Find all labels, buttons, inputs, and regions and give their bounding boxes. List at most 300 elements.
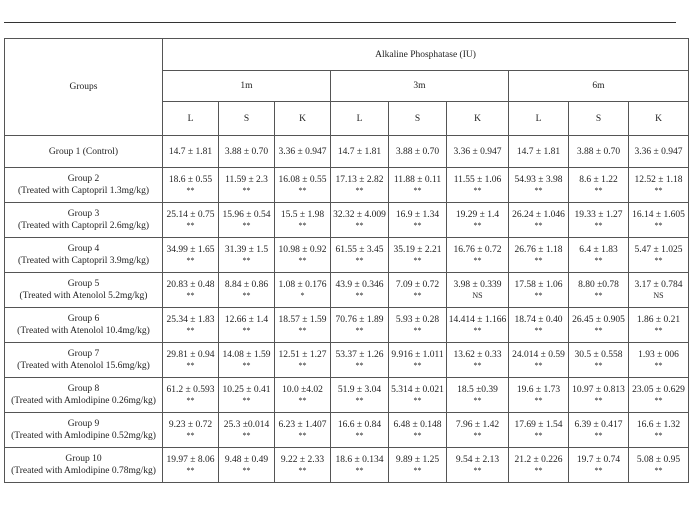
group-cell	[5, 413, 163, 448]
value-cell	[569, 343, 629, 378]
mean-sd-value: 5.08 ± 0.95	[636, 455, 681, 465]
value-cell	[447, 273, 509, 308]
mean-sd-value: 14.7 ± 1.81	[516, 146, 561, 157]
group-cell	[5, 448, 163, 483]
group-cell	[5, 273, 163, 308]
mean-sd-value: 16.6 ± 1.32	[636, 420, 681, 430]
mean-sd-value: 17.69 ± 1.54	[514, 420, 563, 430]
value-cell	[447, 448, 509, 483]
significance-marker: **	[355, 466, 364, 475]
subcol-header: S	[389, 102, 447, 136]
mean-sd-value: 8.80 ±0.78	[578, 280, 619, 290]
table-row	[5, 308, 689, 343]
group-treatment: (Treated with Captopril 2.6mg/kg)	[17, 221, 150, 231]
value-cell	[275, 308, 331, 343]
significance-marker: **	[298, 361, 307, 370]
top-rule	[4, 22, 676, 23]
significance-marker: **	[413, 186, 422, 195]
mean-sd-value: 12.66 ± 1.4	[224, 315, 269, 325]
value-cell	[447, 136, 509, 168]
period-header-3m: 3m	[331, 71, 509, 102]
group-name: Group 6	[67, 314, 100, 324]
group-treatment: (Treated with Amlodipine 0.52mg/kg)	[11, 431, 156, 441]
mean-sd-value: 20.83 ± 0.48	[166, 280, 215, 290]
mean-sd-value: 18.57 ± 1.59	[278, 315, 327, 325]
group-cell	[5, 136, 163, 168]
significance-marker: **	[355, 291, 364, 300]
significance-marker: **	[654, 431, 663, 440]
significance-marker: **	[298, 221, 307, 230]
mean-sd-value: 18.6 ± 0.55	[168, 175, 213, 185]
value-cell	[275, 136, 331, 168]
value-cell	[275, 448, 331, 483]
mean-sd-value: 35.19 ± 2.21	[393, 245, 442, 255]
mean-sd-value: 3.36 ± 0.947	[453, 146, 502, 157]
significance-marker: **	[534, 256, 543, 265]
significance-marker: **	[534, 361, 543, 370]
group-treatment: (Treated with Atenolol 15.6mg/kg)	[17, 361, 150, 371]
value-cell	[509, 273, 569, 308]
groups-header: Groups	[5, 39, 163, 136]
significance-marker: **	[534, 221, 543, 230]
value-cell	[275, 238, 331, 273]
value-cell	[509, 448, 569, 483]
value-cell	[331, 168, 389, 203]
group-name: Group 4	[67, 244, 100, 254]
mean-sd-value: 13.62 ± 0.33	[453, 350, 502, 360]
value-cell	[389, 203, 447, 238]
subcol-header: L	[331, 102, 389, 136]
group-cell	[5, 343, 163, 378]
mean-sd-value: 19.29 ± 1.4	[455, 210, 500, 220]
value-cell	[629, 378, 689, 413]
mean-sd-value: 3.98 ± 0.339	[453, 280, 502, 290]
significance-marker: **	[473, 186, 482, 195]
mean-sd-value: 14.7 ± 1.81	[337, 146, 382, 157]
significance-marker: **	[534, 326, 543, 335]
table-row	[5, 203, 689, 238]
mean-sd-value: 25.3 ±0.014	[223, 420, 270, 430]
mean-sd-value: 18.74 ± 0.40	[514, 315, 563, 325]
mean-sd-value: 11.59 ± 2.3	[225, 175, 268, 185]
value-cell	[389, 273, 447, 308]
value-cell	[569, 168, 629, 203]
value-cell	[629, 413, 689, 448]
mean-sd-value: 9.23 ± 0.72	[168, 420, 213, 430]
mean-sd-value: 16.14 ± 1.605	[632, 210, 685, 220]
significance-marker: **	[355, 186, 364, 195]
mean-sd-value: 7.09 ± 0.72	[395, 280, 440, 290]
mean-sd-value: 61.55 ± 3.45	[335, 245, 384, 255]
significance-marker: **	[186, 291, 195, 300]
significance-marker: **	[186, 396, 195, 405]
value-cell	[219, 448, 275, 483]
value-cell	[629, 203, 689, 238]
value-cell	[219, 168, 275, 203]
value-cell	[569, 136, 629, 168]
value-cell	[219, 273, 275, 308]
mean-sd-value: 17.58 ± 1.06	[514, 280, 563, 290]
table-row	[5, 413, 689, 448]
mean-sd-value: 9.54 ± 2.13	[455, 455, 500, 465]
value-cell	[509, 238, 569, 273]
significance-marker: **	[242, 361, 251, 370]
significance-marker: **	[242, 256, 251, 265]
value-cell	[569, 203, 629, 238]
mean-sd-value: 10.98 ± 0.92	[278, 245, 327, 255]
mean-sd-value: 8.6 ± 1.22	[579, 175, 618, 185]
group-name: Group 9	[67, 419, 100, 429]
mean-sd-value: 54.93 ± 3.98	[514, 175, 563, 185]
significance-marker: **	[186, 186, 195, 195]
subcol-header: L	[163, 102, 219, 136]
group-treatment: (Treated with Atenolol 10.4mg/kg)	[17, 326, 150, 336]
value-cell	[629, 136, 689, 168]
mean-sd-value: 5.314 ± 0.021	[391, 385, 444, 395]
value-cell	[509, 136, 569, 168]
group-name: Group 7	[67, 349, 100, 359]
value-cell	[275, 343, 331, 378]
mean-sd-value: 6.4 ± 1.83	[579, 245, 618, 255]
table-body	[5, 136, 689, 483]
significance-marker: **	[654, 256, 663, 265]
significance-marker: **	[242, 431, 251, 440]
significance-marker: **	[355, 221, 364, 230]
mean-sd-value: 18.6 ± 0.134	[335, 455, 384, 465]
value-cell	[275, 203, 331, 238]
significance-marker: **	[473, 431, 482, 440]
significance-marker: **	[242, 221, 251, 230]
value-cell	[629, 168, 689, 203]
value-cell	[389, 378, 447, 413]
value-cell	[447, 378, 509, 413]
measure-header: Alkaline Phosphatase (IU)	[163, 39, 689, 71]
mean-sd-value: 1.08 ± 0.176	[278, 280, 327, 290]
significance-marker: **	[594, 221, 603, 230]
value-cell	[569, 448, 629, 483]
value-cell	[331, 343, 389, 378]
significance-marker: **	[473, 361, 482, 370]
significance-marker: **	[473, 221, 482, 230]
mean-sd-value: 6.48 ± 0.148	[393, 420, 442, 430]
mean-sd-value: 9.89 ± 1.25	[395, 455, 440, 465]
significance-marker: **	[242, 326, 251, 335]
mean-sd-value: 11.88 ± 0.11	[393, 175, 442, 185]
value-cell	[163, 203, 219, 238]
value-cell	[509, 378, 569, 413]
mean-sd-value: 19.97 ± 8.06	[166, 455, 215, 465]
significance-marker: **	[594, 326, 603, 335]
significance-marker: **	[413, 256, 422, 265]
group-name: Group 8	[67, 384, 100, 394]
significance-marker: **	[413, 221, 422, 230]
significance-marker: **	[473, 466, 482, 475]
value-cell	[569, 238, 629, 273]
value-cell	[163, 378, 219, 413]
mean-sd-value: 70.76 ± 1.89	[335, 315, 384, 325]
value-cell	[219, 413, 275, 448]
significance-marker: **	[355, 431, 364, 440]
alkaline-phosphatase-table	[4, 38, 689, 483]
mean-sd-value: 6.39 ± 0.417	[574, 420, 623, 430]
value-cell	[331, 136, 389, 168]
value-cell	[219, 136, 275, 168]
value-cell	[163, 168, 219, 203]
significance-marker: **	[242, 186, 251, 195]
value-cell	[569, 273, 629, 308]
mean-sd-value: 16.76 ± 0.72	[453, 245, 502, 255]
mean-sd-value: 3.17 ± 0.784	[634, 280, 683, 290]
value-cell	[163, 273, 219, 308]
mean-sd-value: 12.51 ± 1.27	[278, 350, 327, 360]
mean-sd-value: 3.36 ± 0.947	[634, 146, 683, 157]
significance-marker: **	[242, 291, 251, 300]
group-treatment: (Treated with Amlodipine 0.26mg/kg)	[11, 396, 156, 406]
mean-sd-value: 11.55 ± 1.06	[453, 175, 502, 185]
mean-sd-value: 10.97 ± 0.813	[572, 385, 625, 395]
period-header-6m: 6m	[509, 71, 689, 102]
value-cell	[219, 343, 275, 378]
group-cell	[5, 238, 163, 273]
mean-sd-value: 10.0 ±4.02	[282, 385, 323, 395]
value-cell	[331, 203, 389, 238]
mean-sd-value: 21.2 ± 0.226	[514, 455, 563, 465]
subcol-header: K	[629, 102, 689, 136]
significance-marker: **	[594, 361, 603, 370]
table-row	[5, 238, 689, 273]
value-cell	[629, 308, 689, 343]
significance-marker: **	[473, 326, 482, 335]
subcol-header: L	[509, 102, 569, 136]
mean-sd-value: 17.13 ± 2.82	[335, 175, 384, 185]
mean-sd-value: 3.36 ± 0.947	[278, 146, 327, 157]
value-cell	[219, 203, 275, 238]
value-cell	[163, 136, 219, 168]
significance-marker: NS	[653, 291, 664, 300]
significance-marker: **	[654, 221, 663, 230]
value-cell	[389, 238, 447, 273]
mean-sd-value: 16.08 ± 0.55	[278, 175, 327, 185]
mean-sd-value: 25.34 ± 1.83	[166, 315, 215, 325]
table-row	[5, 136, 689, 168]
mean-sd-value: 43.9 ± 0.346	[335, 280, 384, 290]
mean-sd-value: 51.9 ± 3.04	[337, 385, 382, 395]
significance-marker: **	[534, 466, 543, 475]
group-cell	[5, 308, 163, 343]
mean-sd-value: 19.33 ± 1.27	[574, 210, 623, 220]
mean-sd-value: 19.6 ± 1.73	[516, 385, 561, 395]
significance-marker: **	[242, 396, 251, 405]
value-cell	[163, 448, 219, 483]
mean-sd-value: 29.81 ± 0.94	[166, 350, 215, 360]
mean-sd-value: 12.52 ± 1.18	[634, 175, 683, 185]
significance-marker: **	[186, 221, 195, 230]
value-cell	[275, 168, 331, 203]
value-cell	[389, 136, 447, 168]
mean-sd-value: 1.93 ± 006	[638, 350, 679, 360]
value-cell	[275, 413, 331, 448]
group-cell	[5, 203, 163, 238]
significance-marker: **	[298, 186, 307, 195]
mean-sd-value: 14.7 ± 1.81	[168, 146, 213, 157]
significance-marker: **	[413, 361, 422, 370]
significance-marker: **	[594, 396, 603, 405]
group-name: Group 3	[67, 209, 100, 219]
significance-marker: **	[654, 361, 663, 370]
mean-sd-value: 9.916 ± 1.011	[391, 350, 444, 360]
mean-sd-value: 3.88 ± 0.70	[224, 146, 269, 157]
mean-sd-value: 5.93 ± 0.28	[395, 315, 440, 325]
significance-marker: **	[298, 466, 307, 475]
value-cell	[331, 448, 389, 483]
subcol-header: K	[275, 102, 331, 136]
significance-marker: **	[242, 466, 251, 475]
significance-marker: **	[186, 466, 195, 475]
value-cell	[163, 308, 219, 343]
value-cell	[389, 448, 447, 483]
significance-marker: **	[355, 396, 364, 405]
significance-marker: **	[298, 256, 307, 265]
group-name: Group 5	[67, 279, 100, 289]
significance-marker: **	[473, 256, 482, 265]
mean-sd-value: 10.25 ± 0.41	[222, 385, 271, 395]
significance-marker: **	[186, 326, 195, 335]
value-cell	[509, 413, 569, 448]
group-name: Group 2	[67, 174, 100, 184]
value-cell	[331, 378, 389, 413]
value-cell	[389, 308, 447, 343]
significance-marker: **	[413, 431, 422, 440]
significance-marker: **	[413, 291, 422, 300]
significance-marker: **	[654, 326, 663, 335]
value-cell	[447, 168, 509, 203]
mean-sd-value: 9.48 ± 0.49	[224, 455, 269, 465]
significance-marker: NS	[472, 291, 483, 300]
significance-marker: **	[355, 256, 364, 265]
value-cell	[331, 238, 389, 273]
group-cell	[5, 168, 163, 203]
mean-sd-value: 8.84 ± 0.86	[224, 280, 269, 290]
value-cell	[509, 203, 569, 238]
mean-sd-value: 6.23 ± 1.407	[278, 420, 327, 430]
mean-sd-value: 16.6 ± 0.84	[337, 420, 382, 430]
group-treatment: (Treated with Amlodipine 0.78mg/kg)	[11, 466, 156, 476]
value-cell	[275, 378, 331, 413]
significance-marker: **	[534, 186, 543, 195]
significance-marker: **	[298, 326, 307, 335]
value-cell	[389, 413, 447, 448]
mean-sd-value: 26.76 ± 1.18	[514, 245, 563, 255]
significance-marker: **	[534, 291, 543, 300]
significance-marker: **	[473, 396, 482, 405]
significance-marker: **	[594, 431, 603, 440]
mean-sd-value: 32.32 ± 4.009	[333, 210, 386, 220]
group-name: Group 10	[65, 454, 102, 464]
mean-sd-value: 53.37 ± 1.26	[335, 350, 384, 360]
value-cell	[509, 343, 569, 378]
significance-marker: **	[298, 431, 307, 440]
group-treatment: (Treated with Captopril 3.9mg/kg)	[17, 256, 150, 266]
value-cell	[163, 343, 219, 378]
value-cell	[163, 238, 219, 273]
group-cell	[5, 378, 163, 413]
mean-sd-value: 26.24 ± 1.046	[512, 210, 565, 220]
significance-marker: **	[654, 396, 663, 405]
mean-sd-value: 16.9 ± 1.34	[395, 210, 440, 220]
significance-marker: **	[413, 466, 422, 475]
significance-marker: **	[355, 361, 364, 370]
significance-marker: **	[413, 396, 422, 405]
significance-marker: **	[355, 326, 364, 335]
group-treatment: (Treated with Captopril 1.3mg/kg)	[17, 186, 150, 196]
mean-sd-value: 25.14 ± 0.75	[166, 210, 215, 220]
subcol-header: S	[569, 102, 629, 136]
mean-sd-value: 3.88 ± 0.70	[395, 146, 440, 157]
significance-marker: **	[413, 326, 422, 335]
mean-sd-value: 7.96 ± 1.42	[455, 420, 500, 430]
mean-sd-value: 15.96 ± 0.54	[222, 210, 271, 220]
value-cell	[163, 413, 219, 448]
significance-marker: **	[186, 431, 195, 440]
table-row	[5, 378, 689, 413]
subcol-header: K	[447, 102, 509, 136]
mean-sd-value: 15.5 ± 1.98	[280, 210, 325, 220]
value-cell	[219, 238, 275, 273]
mean-sd-value: 1.86 ± 0.21	[636, 315, 681, 325]
significance-marker: **	[186, 361, 195, 370]
value-cell	[447, 203, 509, 238]
value-cell	[389, 168, 447, 203]
table-row	[5, 273, 689, 308]
mean-sd-value: 9.22 ± 2.33	[280, 455, 325, 465]
significance-marker: **	[298, 396, 307, 405]
significance-marker: **	[594, 291, 603, 300]
significance-marker: **	[594, 186, 603, 195]
value-cell	[569, 378, 629, 413]
group-treatment: (Treated with Atenolol 5.2mg/kg)	[19, 291, 148, 301]
mean-sd-value: 24.014 ± 0.59	[512, 350, 565, 360]
table-row	[5, 448, 689, 483]
mean-sd-value: 34.99 ± 1.65	[166, 245, 215, 255]
significance-marker: **	[534, 396, 543, 405]
value-cell	[629, 343, 689, 378]
group-name: Group 1 (Control)	[48, 146, 119, 157]
value-cell	[629, 273, 689, 308]
significance-marker: **	[594, 256, 603, 265]
mean-sd-value: 26.45 ± 0.905	[572, 315, 625, 325]
mean-sd-value: 30.5 ± 0.558	[574, 350, 623, 360]
value-cell	[389, 343, 447, 378]
value-cell	[569, 308, 629, 343]
value-cell	[331, 413, 389, 448]
significance-marker: **	[654, 466, 663, 475]
value-cell	[509, 168, 569, 203]
value-cell	[447, 343, 509, 378]
mean-sd-value: 31.39 ± 1.5	[224, 245, 269, 255]
subcol-header: S	[219, 102, 275, 136]
mean-sd-value: 18.5 ±0.39	[457, 385, 498, 395]
value-cell	[331, 273, 389, 308]
value-cell	[331, 308, 389, 343]
value-cell	[219, 378, 275, 413]
value-cell	[447, 238, 509, 273]
mean-sd-value: 23.05 ± 0.629	[632, 385, 685, 395]
table-row	[5, 168, 689, 203]
mean-sd-value: 5.47 ± 1.025	[634, 245, 683, 255]
significance-marker: *	[300, 291, 305, 300]
value-cell	[569, 413, 629, 448]
period-header-1m: 1m	[163, 71, 331, 102]
